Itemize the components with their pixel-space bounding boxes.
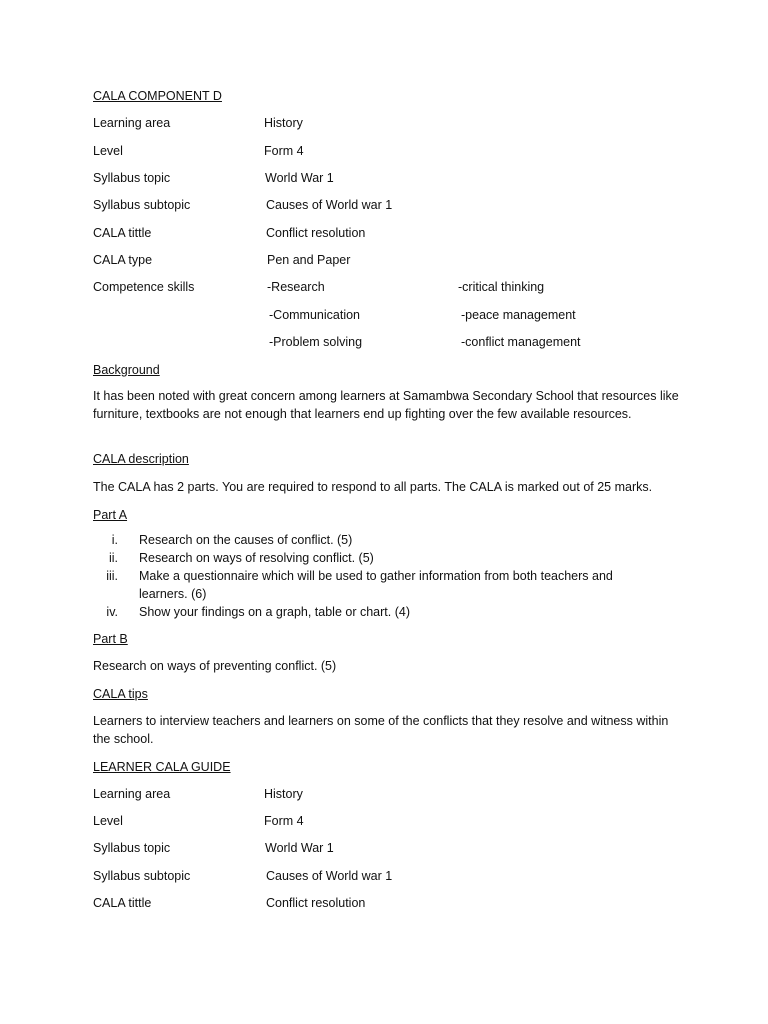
list-number: iii. bbox=[106, 569, 118, 583]
description-text: The CALA has 2 parts. You are required to respond to all parts. The CALA is marked out of 25 marks. bbox=[93, 480, 653, 494]
document-heading: CALA COMPONENT D bbox=[93, 89, 222, 103]
guide-value: History bbox=[264, 787, 303, 801]
background-heading: Background bbox=[93, 363, 160, 377]
skill-item: -Research bbox=[267, 280, 325, 294]
description-heading: CALA description bbox=[93, 452, 189, 466]
list-item: Show your findings on a graph, table or chart. (4) bbox=[139, 605, 410, 619]
skill-item: -peace management bbox=[461, 308, 576, 322]
guide-label: Level bbox=[93, 814, 123, 828]
guide-label: Syllabus subtopic bbox=[93, 869, 191, 883]
tips-heading: CALA tips bbox=[93, 687, 148, 701]
list-number: iv. bbox=[106, 605, 118, 619]
guide-label: CALA tittle bbox=[93, 896, 152, 910]
list-number: ii. bbox=[108, 551, 118, 565]
info-label: Syllabus subtopic bbox=[93, 198, 191, 212]
guide-value: Form 4 bbox=[264, 814, 304, 828]
info-value: Conflict resolution bbox=[266, 226, 366, 240]
info-label: Level bbox=[93, 144, 123, 158]
list-item: Research on ways of resolving conflict. (5) bbox=[139, 551, 374, 565]
list-item: Make a questionnaire which will be used to gather information from both teachers and learners. (6) bbox=[139, 569, 613, 601]
guide-label: Learning area bbox=[93, 787, 171, 801]
list-number: i. bbox=[111, 533, 118, 547]
info-value: History bbox=[264, 116, 303, 130]
info-label: CALA type bbox=[93, 253, 153, 267]
part-b-text: Research on ways of preventing conflict. (5) bbox=[93, 659, 337, 673]
part-b-heading: Part B bbox=[93, 632, 128, 646]
part-a-heading: Part A bbox=[93, 508, 128, 522]
guide-heading: LEARNER CALA GUIDE bbox=[93, 760, 231, 774]
guide-value: Conflict resolution bbox=[266, 896, 366, 910]
competence-label: Competence skills bbox=[93, 280, 195, 294]
guide-label: Syllabus topic bbox=[93, 841, 171, 855]
skill-item: -conflict management bbox=[461, 335, 581, 349]
info-value: Form 4 bbox=[264, 144, 304, 158]
info-label: Syllabus topic bbox=[93, 171, 171, 185]
skill-item: -critical thinking bbox=[458, 280, 545, 294]
guide-value: World War 1 bbox=[265, 841, 334, 855]
skill-item: -Problem solving bbox=[269, 335, 363, 349]
background-text: It has been noted with great concern among learners at Samambwa Secondary School that resources like furniture, textbooks are not enough that learners end up fighting over the few available resources. bbox=[93, 389, 679, 421]
guide-value: Causes of World war 1 bbox=[266, 869, 393, 883]
skill-item: -Communication bbox=[269, 308, 361, 322]
tips-text: Learners to interview teachers and learners on some of the conflicts that they resolve and witness within the school. bbox=[93, 714, 669, 746]
info-value: World War 1 bbox=[265, 171, 334, 185]
list-item: Research on the causes of conflict. (5) bbox=[139, 533, 353, 547]
info-label: Learning area bbox=[93, 116, 171, 130]
info-value: Pen and Paper bbox=[267, 253, 351, 267]
info-label: CALA tittle bbox=[93, 226, 152, 240]
info-value: Causes of World war 1 bbox=[266, 198, 393, 212]
